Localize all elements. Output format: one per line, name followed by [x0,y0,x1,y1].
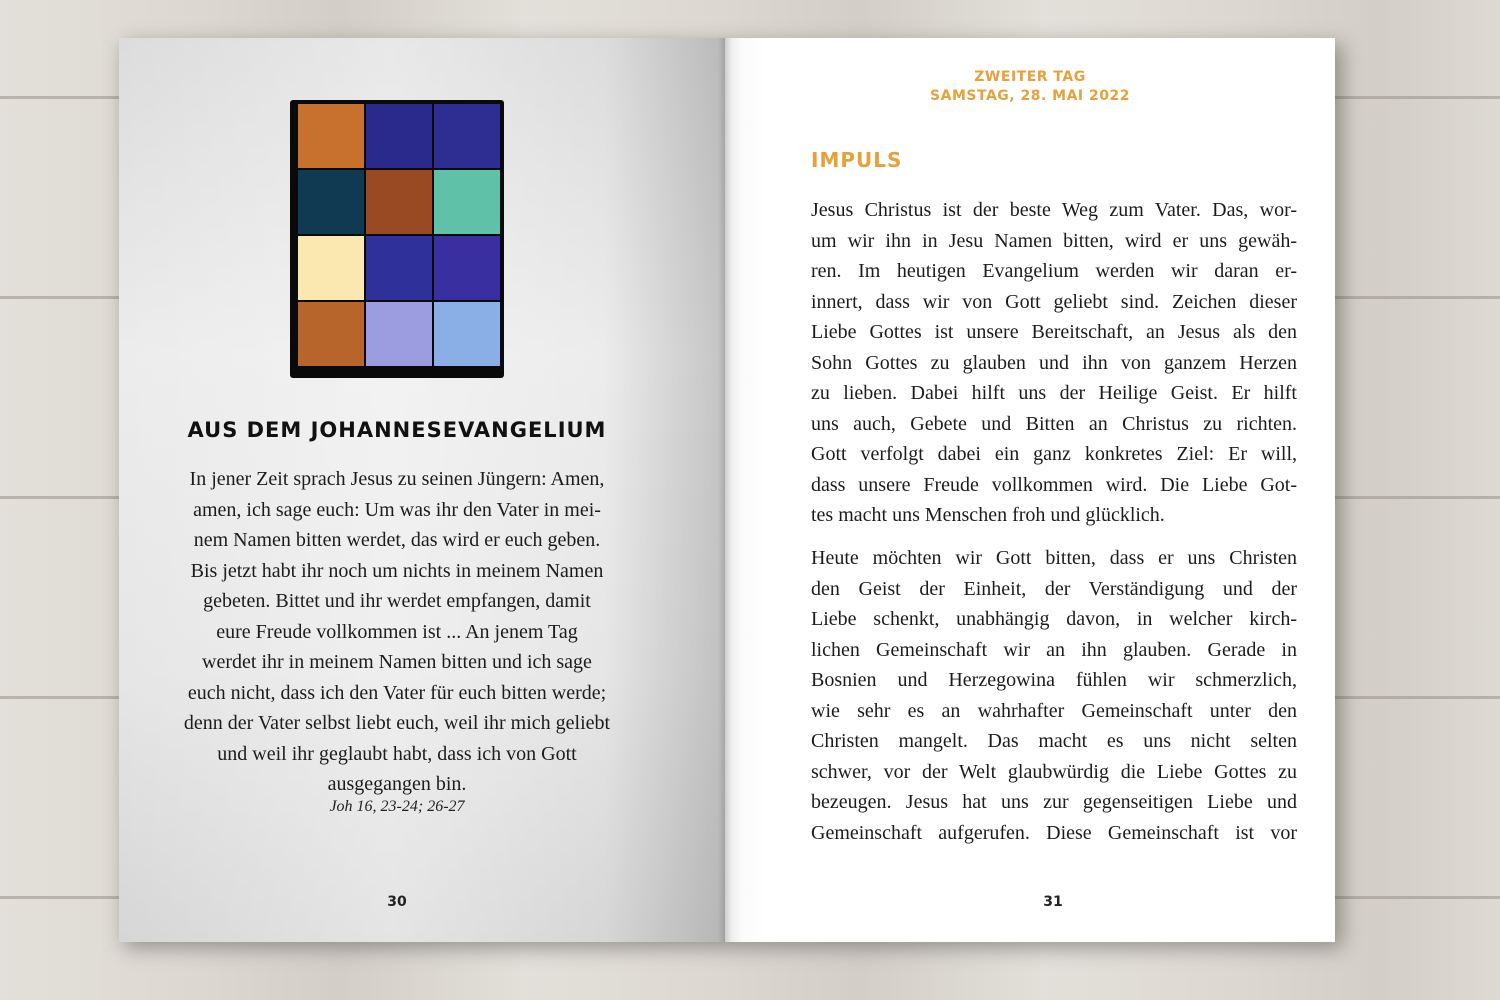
text-line: bezeugen. Jesus hat uns zur gegenseitigen Liebe und [811,791,1297,813]
text-line: ausgegangen bin. [327,773,467,795]
text-line: schwer, vor der Welt glaubwürdig die Liebe Gottes zu [811,760,1297,783]
mosaic-tile [298,170,364,234]
text-line: Sohn Gottes zu glauben und ihn von ganzem Herzen [811,351,1297,374]
day-label: ZWEITER TAG [974,69,1086,85]
mosaic-tile [434,302,500,366]
text-line: werdet ihr in meinem Namen bitten und ich sage [202,651,592,673]
text-line: Jesus Christus ist der beste Weg zum Vater. Das, wor- [811,199,1297,221]
text-line: gebeten. Bittet und ihr werdet empfangen, damit [203,590,591,612]
text-line: denn der Vater selbst liebt euch, weil ihr mich geliebt [183,712,611,734]
paragraph-1 [811,195,1297,531]
text-line: Gemeinschaft aufgerufen. Diese Gemeinschaft ist vor [811,821,1297,844]
mosaic-tile [366,104,432,168]
mosaic-tile [298,236,364,300]
text-line: dass unsere Freude vollkommen wird. Die Liebe Got- [811,473,1297,496]
text-line: nem Namen bitten werdet, das wird er euch geben. [193,529,601,551]
gospel-text [147,464,647,800]
text-line: Christen mangelt. Das macht es uns nicht selten [811,730,1297,752]
mosaic-illustration [290,100,504,378]
text-line: uns auch, Gebete und Bitten an Christus zu richten. [811,412,1297,435]
mosaic-tile [298,104,364,168]
date-label: SAMSTAG, 28. MAI 2022 [930,88,1130,104]
text-line: zu lieben. Dabei hilft uns der Heilige Geist. Er hilft [811,382,1297,404]
paragraph-2 [811,543,1297,848]
page-number-right: 31 [1043,894,1063,910]
text-line: amen, ich sage euch: Um was ihr den Vater in mei- [193,498,601,521]
gospel-heading: AUS DEM JOHANNESEVANGELIUM [187,418,607,442]
text-line: wie sehr es an wahrhafter Gemeinschaft unter den [811,699,1297,722]
text-line: den Geist der Einheit, der Verständigung und der [811,577,1297,600]
text-line: euch nicht, dass ich den Vater für euch bitten werde; [187,681,607,704]
mosaic-tile [366,302,432,366]
mosaic-tile [366,236,432,300]
text-line: Gott verfolgt dabei ein ganz konkretes Ziel: Er will, [811,443,1297,465]
mosaic-tile [434,236,500,300]
text-line: um wir ihn in Jesu Namen bitten, wird er uns gewäh- [811,229,1297,252]
text-line: Liebe schenkt, unabhängig davon, in welcher kirch- [811,608,1297,630]
mosaic-tile [434,170,500,234]
text-line: ren. Im heutigen Evangelium werden wir daran er- [811,260,1297,282]
mosaic-tile [434,104,500,168]
text-line: Liebe Gottes ist unsere Bereitschaft, an Jesus als den [811,321,1297,343]
section-title: IMPULS [811,148,903,172]
right-page [725,38,1335,942]
text-line: eure Freude vollkommen ist ... An jenem Tag [216,620,578,643]
text-line: innert, dass wir von Gott geliebt sind. Zeichen dieser [811,290,1297,313]
text-line: Bis jetzt habt ihr noch um nichts in meinem Namen [190,559,604,582]
mosaic-tile [298,302,364,366]
day-header [725,68,1335,106]
page-number-left: 30 [387,894,407,910]
text-line: und weil ihr geglaubt habt, dass ich von Gott [217,742,577,765]
text-line: In jener Zeit sprach Jesus zu seinen Jüngern: Amen, [189,468,605,490]
text-line: tes macht uns Menschen froh und glücklich. [811,504,1165,526]
book-spine [718,38,732,942]
bible-reference: Joh 16, 23-24; 26-27 [329,798,465,815]
text-line: Bosnien und Herzegowina fühlen wir schmerzlich, [811,669,1297,691]
mosaic-tile [366,170,432,234]
text-line: lichen Gemeinschaft wir an ihn glauben. Gerade in [811,638,1297,661]
left-page [119,38,725,942]
text-line: Heute möchten wir Gott bitten, dass er uns Christen [811,547,1297,569]
